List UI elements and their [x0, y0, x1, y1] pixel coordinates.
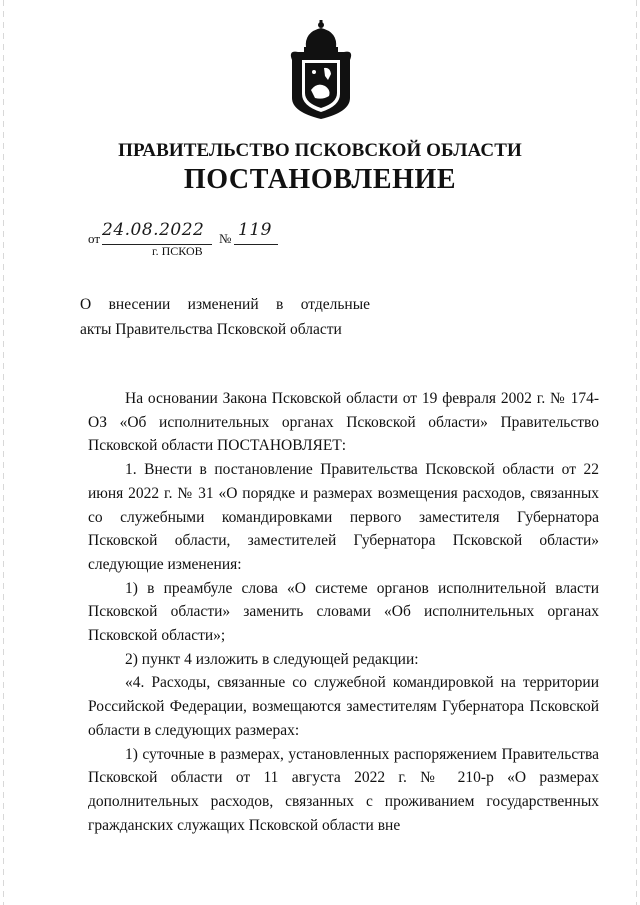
- paragraph-subitem-1: 1) в преамбуле слова «О системе органов исполнительной власти Псковской области» заменить словами «Об исполнительных органах Псковской области»;: [88, 579, 599, 645]
- paragraph-quote-4-1: 1) суточные в размерах, установленных распоряжением Правительства Псковской области от 11 августа 2022 г. № 210-р «О размерах дополнительных расходов, связанных с проживанием государственных гражданских служащих Псковской области вне: [88, 745, 599, 834]
- paragraph-item-1: 1. Внести в постановление Правительства Псковской области от 22 июня 2022 г. № 31 «О порядке и размерах возмещения расходов, связанных со служебными командировками первого заместителя Губернатора Псковской области, заместителей Губернатора Псковской области» следующие изменения:: [88, 461, 599, 573]
- document-body: [88, 387, 599, 837]
- paragraph-subitem-2: 2) пункт 4 изложить в следующей редакции:: [125, 650, 419, 668]
- scan-edge-right: [636, 0, 637, 905]
- paragraph-quote-4: «4. Расходы, связанные со служебной командировкой на территории Российской Федерации, возмещаются заместителям Губернатора Псковской области в следующих размерах:: [88, 674, 599, 739]
- number-prefix: №: [219, 231, 232, 246]
- city-label: г. ПСКОВ: [152, 244, 203, 258]
- subject-line-1: О внесении изменений в отдельные: [80, 296, 370, 313]
- handwritten-number: 119: [238, 220, 272, 240]
- number-underline: [234, 244, 278, 245]
- scan-edge-left: [3, 0, 4, 905]
- document-type-title: ПОСТАНОВЛЕНИЕ: [183, 164, 457, 195]
- date-number-line: [88, 222, 288, 246]
- coat-of-arms-emblem: [284, 20, 358, 120]
- document-subject: [80, 292, 370, 342]
- paragraph-basis: На основании Закона Псковской области от 19 февраля 2002 г. № 174-ОЗ «Об исполнительных органах Псковской области» Правительство Псковской области ПОСТАНОВЛЯЕТ:: [88, 390, 599, 455]
- handwritten-date: 24.08.2022: [102, 220, 205, 240]
- organization-title: ПРАВИТЕЛЬСТВО ПСКОВСКОЙ ОБЛАСТИ: [118, 140, 522, 161]
- date-prefix: от: [88, 231, 101, 246]
- subject-line-2: акты Правительства Псковской области: [80, 321, 342, 338]
